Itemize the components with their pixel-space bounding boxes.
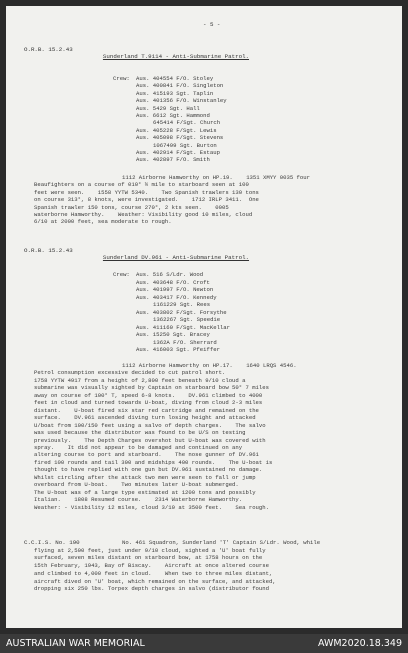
narrative-line: surface. DV.961 ascended diving turn losing height and attacked [34,414,256,422]
narrative-line: Whilst circling after the attack two men were seen to fall or jump [34,473,256,481]
crew-member: Aus. 402897 F/O. Smith [136,156,210,164]
crew-member: Aus. 405228 F/Sgt. Lewis [136,126,217,134]
narrative-line: spray. It did not appear to be damaged and continued on any [34,443,243,451]
entry-1-title-text: Sunderland T.9114 - Anti-Submarine Patrol. [102,52,250,60]
narrative-line: was used because the distributor was found to be U/S on testing [34,429,246,437]
narrative-line: Weather: - Visibility 12 miles, cloud 3/10 at 3500 feet. Sea rough. [34,503,269,511]
narrative-line: thought to have replied with one gun but DV.961 sustained no damage. [34,466,263,474]
crew-member: Aus. 401356 F/O. Winstanley [136,97,227,105]
entry-2-title [89,248,249,268]
narrative-line: The U-boat was of a large type estimated at 1200 tons and possibly [34,488,256,496]
archive-footer [0,634,408,653]
footer-institution: AUSTRALIAN WAR MEMORIAL [6,638,145,649]
crew-member: Aus. 516 S/Ldr. Wood [136,271,204,278]
narrative-line: surfaced, seven miles distant on starboard bow, at 1758 hours on the [34,554,263,562]
crew-member: 1362267 Sgt. Speedie [153,316,221,323]
entry-2-crew-label: Crew: [113,271,130,278]
entry-2-title-text: Sunderland DV.961 - Anti-Submarine Patrol. [102,253,250,261]
crew-member: 645414 F/Sgt. Church [153,119,221,127]
crew-member: 1362A F/O. Sherrard [153,338,217,346]
entry-2-ref: O.R.B. 15.2.43 [24,247,73,254]
narrative-line: submarine was visually sighted by Captain on starboard bow 50° 7 miles [34,384,269,392]
narrative-line: 1112 Airborne Hamworthy on HP.17. 1640 LRQS 4546. [122,362,297,369]
crew-member: Aus. 402914 F/Sgt. Estaup [136,149,220,156]
narrative-line: waterborne Hamworthy. Weather: Visibility good 10 miles, cloud [34,211,253,218]
narrative-line: feet were seen. 1558 YYTW 5340. Two Spanish trawlers 130 tons [34,188,259,196]
narrative-line: 6/10 at 2000 feet, sea moderate to rough. [34,218,172,226]
narrative-line: flying at 2,500 feet, just under 9/10 cloud, sighted a 'U' boat fully [34,546,266,554]
crew-member: 1067499 Sgt. Burton [153,141,217,149]
crew-member: Aus. 411160 F/Sgt. MacKellar [136,323,230,331]
entry-1-title [89,47,249,67]
narrative-line: fired 100 rounds and tail 300 and midships 400 rounds. The U-boat is [34,458,273,466]
narrative-line: 1112 Airborne Hamworthy on HP.19. 1351 XMYY 0035 four [122,174,310,181]
narrative-line: altering course to port and starboard. The nose gunner of DV.961 [34,451,259,459]
narrative-line: 15th February, 1943, Bay of Biscay. Aircraft at once altered course [34,562,269,570]
crew-member: Aus. 15250 Sgt. Bracey [136,331,210,338]
narrative-line: distant. U-boat fired six star red cartridge and remained on the [34,406,259,414]
crew-member: Aus. 6612 Sgt. Hammond [136,112,210,119]
narrative-line: Beaufighters on a course of 010° ½ mile to starboard seen at 100 [34,181,249,189]
narrative-line: overboard from U-boat. Two minutes later U-boat submerged. [34,481,239,489]
narrative-line: and climbed to 4,000 feet in cloud. When two to three miles distant, [34,569,273,577]
crew-member: Aus. 415193 Sgt. Taplin [136,89,214,97]
page-number: - 5 - [203,21,221,28]
crew-member: Aus. 400841 F/O. Singleton [136,82,224,90]
narrative-line: No. 461 Squadron, Sunderland 'T' Captain S/Ldr. Wood, while [122,539,321,546]
document-page [6,6,402,628]
crew-member: Aus. 416003 Sgt. Pfeiffer [136,346,220,353]
crew-member: 1161229 Sgt. Rees [153,301,211,308]
narrative-line: feet in cloud and turned towards U-boat, diving from cloud 2-3 miles [34,399,263,407]
narrative-line: Spanish trawler 150 tons, course 270°, 2 kts seen. 0005 [34,203,229,211]
entry-1-crew-label: Crew: [113,75,130,82]
crew-member: Aus. 405098 F/Sgt. Stevens [136,134,224,142]
narrative-line: away on course of 100° T, speed 6-8 knots. DV.961 climbed to 4000 [34,391,263,399]
crew-member: Aus. 403648 F/O. Croft [136,278,210,286]
entry-3-ref: C.C.I.S. No. 190 [24,539,80,546]
narrative-line: Petrol consumption excessive decided to cut patrol short. [34,369,226,377]
footer-accession-number: AWM2020.18.349 [317,638,402,649]
narrative-line: aircraft dived on 'U' boat, which remained on the surface, and attacked, [34,577,276,585]
narrative-line: 1758 YYTW 4917 from a height of 2,800 feet beneath 9/10 cloud a [34,376,246,384]
narrative-line: Italian. 1808 Resumed course. 2314 Waterborne Hamworthy. [34,496,243,504]
narrative-line: previously. The Depth Charges overshot but U-boat was covered with [34,436,266,444]
crew-member: Aus. 401997 F/O. Newton [136,286,214,293]
narrative-line: U/boat from 100/150 feet using a salvo of depth charges. The salvo [34,421,266,429]
crew-member: Aus. 5429 Sgt. Hall [136,104,200,112]
crew-member: Aus. 404554 F/O. Stoley [136,75,214,82]
narrative-line: on course 313°, 8 knots, were investigated. 1712 IRLP 3411. One [34,196,259,204]
crew-member: Aus. 403417 F/O. Kennedy [136,293,217,301]
crew-member: Aus. 403802 F/Sgt. Forsythe [136,308,227,316]
entry-1-ref: O.R.B. 15.2.43 [24,46,73,53]
narrative-line: dropping six 250 lbs. Torpex depth charges in salvo (distributor found [34,585,269,593]
